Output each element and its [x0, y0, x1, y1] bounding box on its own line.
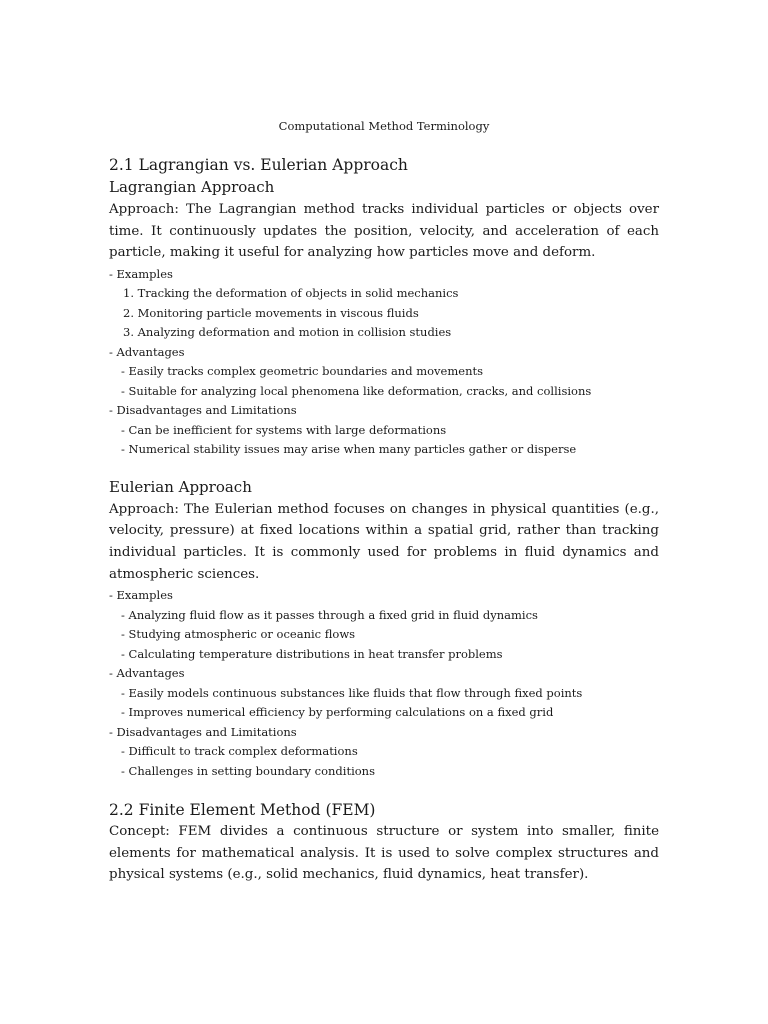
eulerian-disadvantage-item: - Difficult to track complex deformations [121, 744, 358, 759]
lagrangian-advantage-item: - Easily tracks complex geometric boundaries and movements [121, 364, 483, 379]
lagrangian-paragraph: Approach: The Lagrangian method tracks individual particles or objects over time. It continuously updates the position, velocity, and acceleration of each particle, making it useful for analyzing how particles move and deform. [109, 202, 659, 261]
lagrangian-example-item: 3. Analyzing deformation and motion in collision studies [123, 325, 452, 340]
spacer [109, 460, 659, 476]
lagrangian-advantage-item: - Suitable for analyzing local phenomena like deformation, cracks, and collisions [121, 383, 592, 398]
lagrangian-disadvantages-heading: - Disadvantages and Limitations [109, 403, 297, 418]
lagrangian-examples-heading: - Examples [109, 266, 173, 281]
lagrangian-disadvantage-item: - Numerical stability issues may arise when many particles gather or disperse [121, 442, 577, 457]
eulerian-advantage-item: - Easily models continuous substances like fluids that flow through fixed points [121, 685, 583, 700]
eulerian-example-item: - Calculating temperature distributions in heat transfer problems [121, 646, 503, 661]
eulerian-advantages-heading: - Advantages [109, 666, 185, 681]
fem-paragraph: Concept: FEM divides a continuous structure or system into smaller, finite elements for mathematical analysis. It is used to solve complex structures and physical systems (e.g., solid mechanics, fluid dynamics, heat transfer). [109, 824, 659, 883]
spacer [109, 781, 659, 799]
lagrangian-advantages-heading: - Advantages [109, 344, 185, 359]
eulerian-examples-heading: - Examples [109, 588, 173, 603]
lagrangian-disadvantage-item: - Can be inefficient for systems with large deformations [121, 422, 447, 437]
document-page [109, 117, 659, 887]
eulerian-disadvantage-item: - Challenges in setting boundary conditions [121, 763, 375, 778]
subsection-heading-lagrangian: Lagrangian Approach [109, 178, 275, 196]
lagrangian-example-item: 1. Tracking the deformation of objects in solid mechanics [123, 286, 459, 301]
eulerian-disadvantages-heading: - Disadvantages and Limitations [109, 724, 297, 739]
eulerian-example-item: - Analyzing fluid flow as it passes through a fixed grid in fluid dynamics [121, 607, 538, 622]
eulerian-example-item: - Studying atmospheric or oceanic flows [121, 627, 356, 642]
lagrangian-example-item: 2. Monitoring particle movements in viscous fluids [123, 305, 419, 320]
section-heading-2-2: 2.2 Finite Element Method (FEM) [109, 801, 376, 820]
eulerian-advantage-item: - Improves numerical efficiency by performing calculations on a fixed grid [121, 705, 554, 720]
section-heading-2-1: 2.1 Lagrangian vs. Eulerian Approach [109, 156, 408, 174]
subsection-heading-eulerian: Eulerian Approach [109, 477, 252, 496]
document-title: Computational Method Terminology [278, 119, 490, 133]
eulerian-paragraph: Approach: The Eulerian method focuses on changes in physical quantities (e.g., velocity, pressure) at fixed locations within a spatial grid, rather than tracking individual particles. It is commonly used for problems in fluid dynamics and atmospheric sciences. [109, 501, 659, 582]
